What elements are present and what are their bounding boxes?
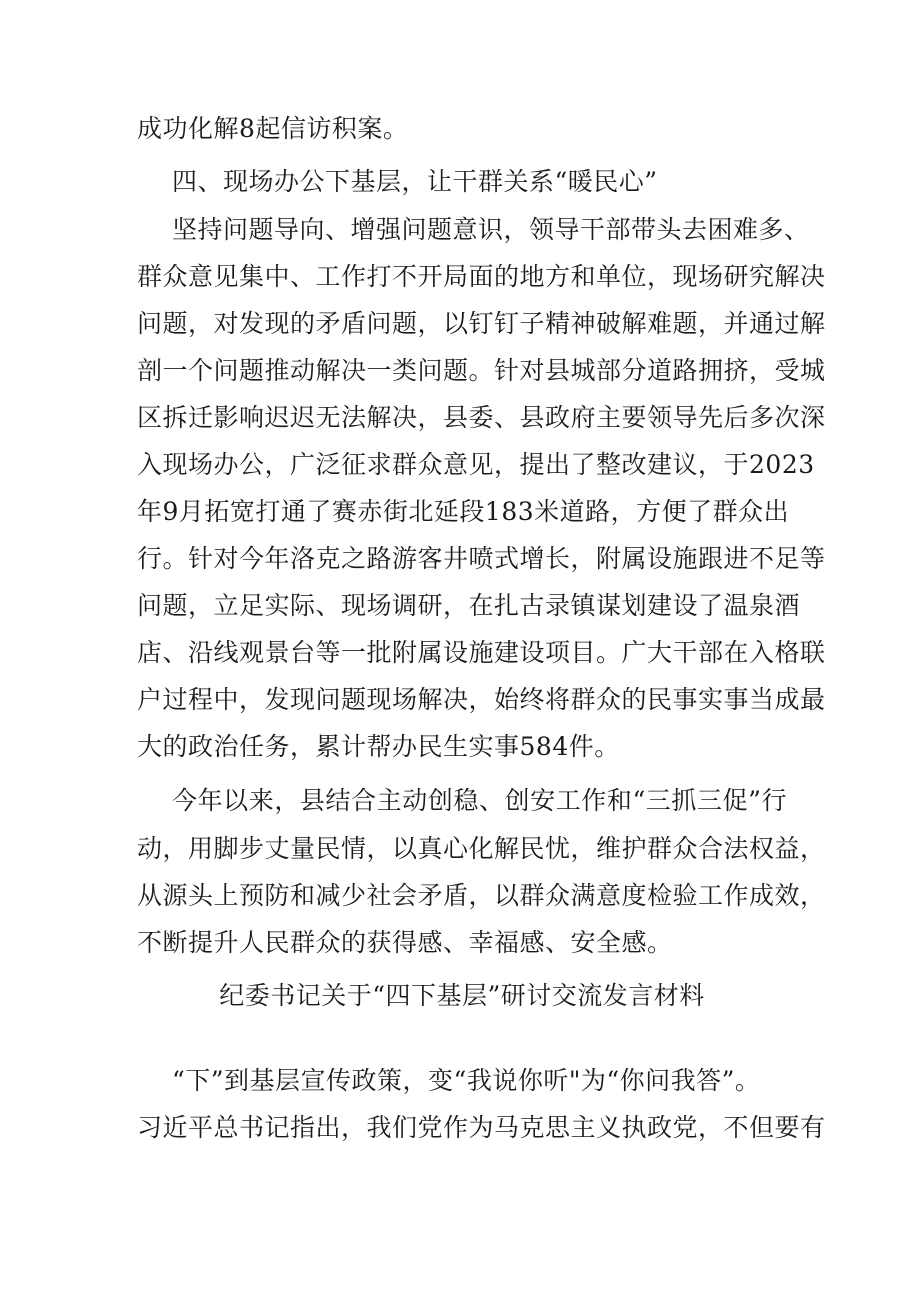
section-heading-four: 四、现场办公下基层，让干群关系“暖民心” [172, 167, 658, 196]
article-title: 纪委书记关于“四下基层”研讨交流发言材料 [219, 981, 705, 1010]
paragraph-line: 今年以来，县结合主动创稳、创安工作和“三抓三促”行 [172, 786, 787, 815]
paragraph-line: 习近平总书记指出，我们党作为马克思主义执政党，不但要有 [137, 1113, 826, 1142]
paragraph-line: 户过程中，发现问题现场解决，始终将群众的民事实事当成最 [137, 685, 826, 714]
paragraph-line: 动，用脚步丈量民情，以真心化解民忧，维护群众合法权益， [137, 834, 826, 863]
paragraph-line-end: 大的政治任务，累计帮办民生实事584件。 [137, 732, 620, 761]
paragraph-line: 行。针对今年洛克之路游客井喷式增长，附属设施跟进不足等 [137, 544, 826, 573]
paragraph-line: “下”到基层宣传政策，变“我说你听"为“你问我答”。 [172, 1066, 761, 1095]
paragraph-line: 入现场办公，广泛征求群众意见，提出了整改建议，于2023 [137, 450, 815, 479]
paragraph-line-end: 不断提升人民群众的获得感、幸福感、安全感。 [137, 928, 673, 957]
paragraph-line: 问题，对发现的矛盾问题，以钉钉子精神破解难题，并通过解 [137, 309, 826, 338]
paragraph-line: 从源头上预防和减少社会矛盾，以群众满意度检验工作成效， [137, 881, 826, 910]
paragraph-line: 区拆迁影响迟迟无法解决，县委、县政府主要领导先后多次深 [137, 403, 826, 432]
paragraph-line: 年9月拓宽打通了赛赤街北延段183米道路，方便了群众出 [137, 497, 790, 526]
paragraph-line: 坚持问题导向、增强问题意识，领导干部带头去困难多、 [172, 215, 810, 244]
paragraph-line: 群众意见集中、工作打不开局面的地方和单位，现场研究解决 [137, 262, 826, 291]
paragraph-line: 问题，立足实际、现场调研，在扎古录镇谋划建设了温泉酒 [137, 591, 801, 620]
paragraph-line: 剖一个问题推动解决一类问题。针对县城部分道路拥挤，受城 [137, 356, 826, 385]
paragraph-line: 店、沿线观景台等一批附属设施建设项目。广大干部在入格联 [137, 638, 826, 667]
text-line-continuation: 成功化解8起信访积案。 [137, 114, 409, 143]
